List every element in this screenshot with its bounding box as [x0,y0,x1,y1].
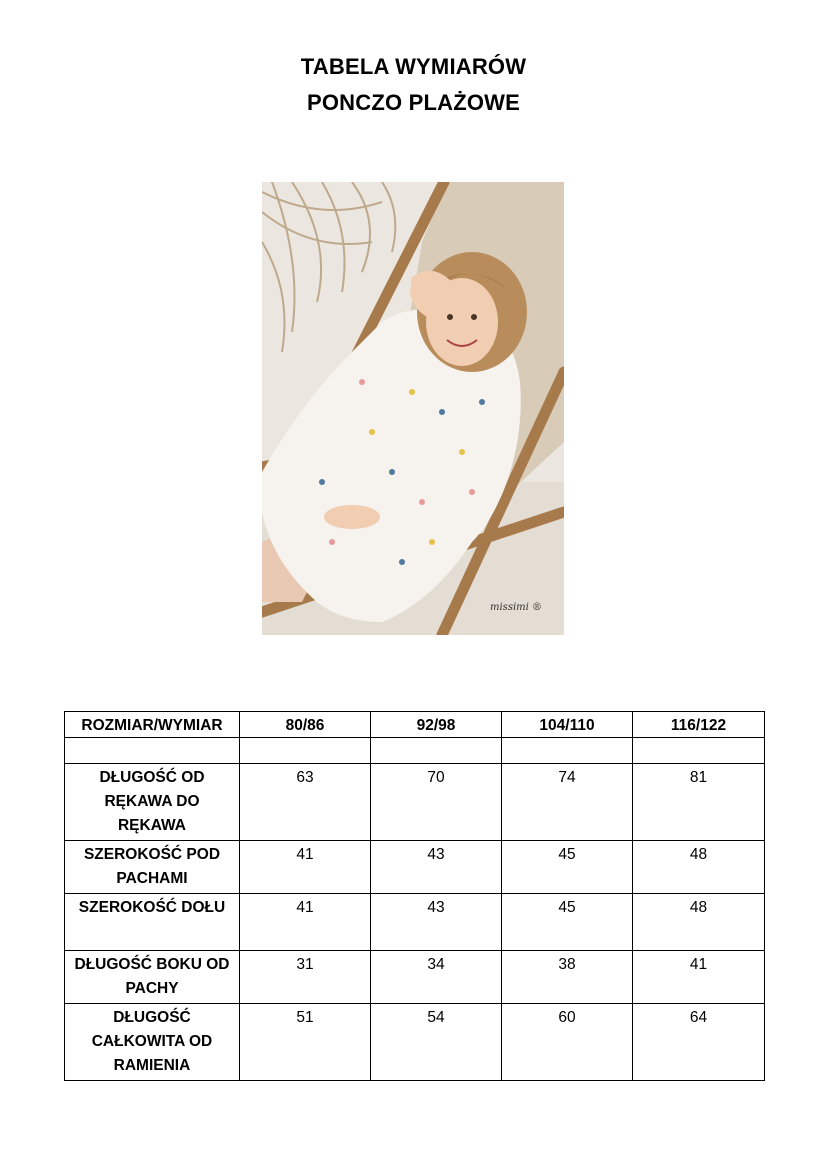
table-corner-label: ROZMIAR/WYMIAR [65,712,240,738]
table-header-row [65,712,765,738]
page-title: TABELA WYMIARÓW [300,54,527,79]
cell-value: 31 [240,951,371,1004]
table-row [65,951,765,1004]
brand-watermark: missimi ® [490,602,543,613]
cell-value: 51 [240,1004,371,1081]
cell-value: 45 [502,894,633,951]
cell-value: 63 [240,764,371,841]
cell-value: 43 [371,841,502,894]
cell-value: 41 [240,894,371,951]
cell-value: 45 [502,841,633,894]
product-photo [262,182,564,635]
table-row [65,764,765,841]
cell-value: 81 [633,764,765,841]
size-header: 92/98 [371,712,502,738]
page-subtitle: PONCZO PLAŻOWE [306,90,520,115]
table-row [65,894,765,951]
size-header: 80/86 [240,712,371,738]
cell-value: 41 [240,841,371,894]
row-label: SZEROKOŚĆ DOŁU [65,894,240,951]
cell-value: 54 [371,1004,502,1081]
size-header: 104/110 [502,712,633,738]
cell-value: 60 [502,1004,633,1081]
cell-value: 41 [633,951,765,1004]
cell-value: 70 [371,764,502,841]
cell-value: 48 [633,894,765,951]
cell-value: 64 [633,1004,765,1081]
table-row [65,841,765,894]
size-header: 116/122 [633,712,765,738]
cell-value: 48 [633,841,765,894]
row-label: DŁUGOŚĆ OD RĘKAWA DO RĘKAWA [65,764,240,841]
cell-value: 43 [371,894,502,951]
cell-value: 38 [502,951,633,1004]
table-spacer-row [65,738,765,764]
table-row [65,1004,765,1081]
size-chart-table [64,711,765,1081]
cell-value: 74 [502,764,633,841]
row-label: SZEROKOŚĆ POD PACHAMI [65,841,240,894]
row-label: DŁUGOŚĆ CAŁKOWITA OD RAMIENIA [65,1004,240,1081]
cell-value: 34 [371,951,502,1004]
row-label: DŁUGOŚĆ BOKU OD PACHY [65,951,240,1004]
